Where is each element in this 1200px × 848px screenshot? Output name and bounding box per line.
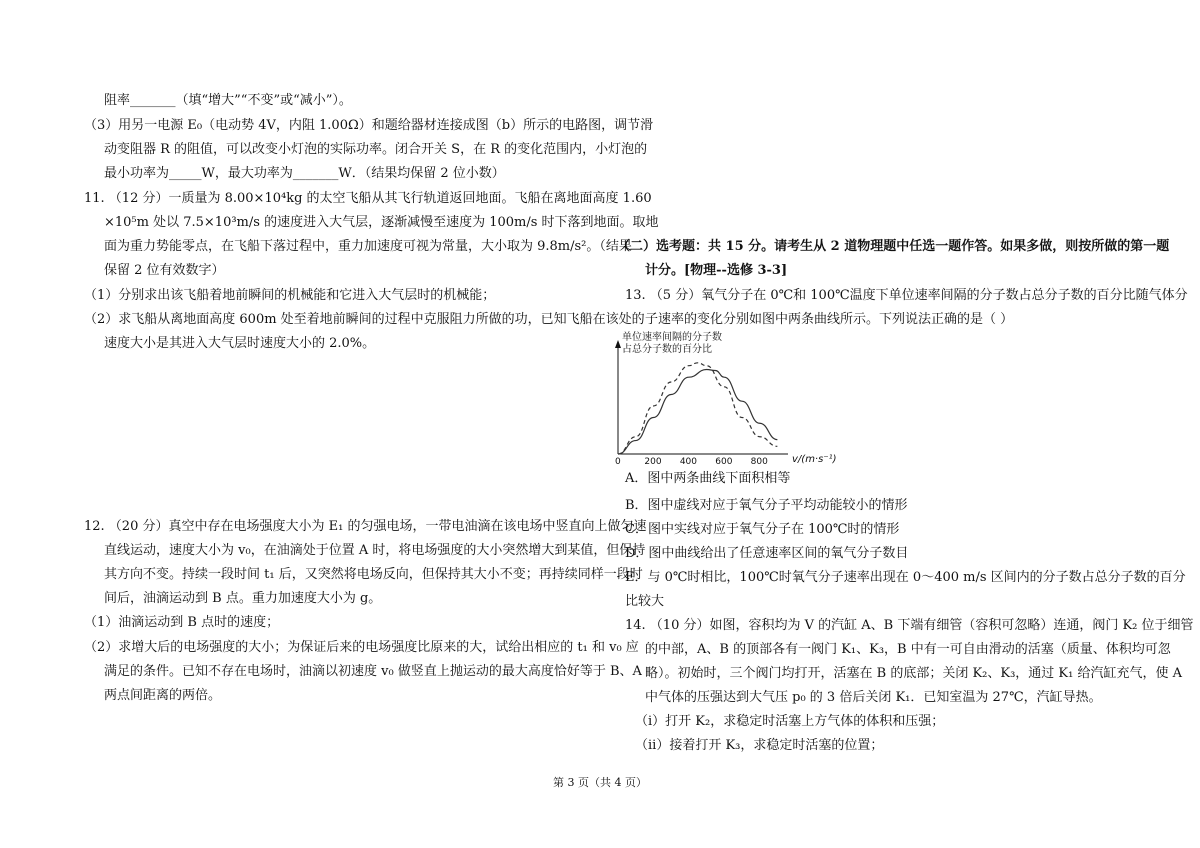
x-tick-label: 400 bbox=[679, 457, 698, 467]
option-a: A．图中两条曲线下面积相等 bbox=[625, 471, 791, 486]
subquestion-ii: （ii）接着打开 K₃，求稳定时活塞的位置； bbox=[635, 738, 884, 753]
text-line: 两点间距离的两倍。 bbox=[104, 688, 222, 703]
question-12: 12. （20 分）真空中存在电场强度大小为 E₁ 的匀强电场，一带电油滴在该电场中竖直向上做匀速 bbox=[84, 519, 647, 534]
x-tick-labels bbox=[615, 457, 768, 467]
solid-curve bbox=[618, 370, 777, 454]
text-line: 最小功率为_____W，最大功率为_______W．（结果均保留 2 位小数） bbox=[104, 166, 505, 181]
text-line: 保留 2 位有效数字） bbox=[104, 263, 225, 278]
question-11: 11. （12 分）一质量为 8.00×10⁴kg 的太空飞船从其飞行轨道返回地面。飞船在离地面高度 1.60 bbox=[84, 191, 652, 206]
text-line: 略）。初始时，三个阀门均打开，活塞在 B 的底部；关闭 K₂、K₃，通过 K₁ 给汽缸充气，使 A bbox=[645, 666, 1183, 681]
text-line: 间后，油滴运动到 B 点。重力加速度大小为 g。 bbox=[104, 591, 382, 606]
text-line: （1）油滴运动到 B 点时的速度； bbox=[84, 615, 280, 630]
option-e: E．与 0℃时相比，100℃时氧气分子速率出现在 0～400 m/s 区间内的分子数占总分子数的百分 bbox=[625, 570, 1186, 585]
text-line: 中气体的压强达到大气压 p₀ 的 3 倍后关闭 K₁．已知室温为 27℃，汽缸导热。 bbox=[645, 690, 1102, 705]
section-heading-cont: 计分。[物理--选修 3-3] bbox=[645, 263, 788, 278]
text-line: 阻率_______（填“增大”“不变”或“减小”）。 bbox=[104, 93, 352, 108]
subquestion-i: （i）打开 K₂，求稳定时活塞上方气体的体积和压强； bbox=[635, 714, 945, 729]
text-line: 其方向不变。持续一段时间 t₁ 后，又突然将电场反向，但保持其大小不变；再持续同样一段时 bbox=[104, 567, 643, 582]
speed-distribution-chart bbox=[608, 328, 848, 470]
text-line: （1）分别求出该飞船着地前瞬间的机械能和它进入大气层时的机械能； bbox=[84, 288, 496, 303]
question-14: 14. （10 分）如图，容积均为 V 的汽缸 A、B 下端有细管（容积可忽略）连通，阀门 K₂ 位于细管 bbox=[625, 618, 1194, 633]
option-c: C．图中实线对应于氧气分子在 100℃时的情形 bbox=[625, 522, 900, 537]
chart-ylabel-line2: 占总分子数的百分比 bbox=[622, 344, 712, 355]
chart-ylabel-line1: 单位速率间隔的分子数 bbox=[622, 332, 722, 343]
chart-xlabel: v/(m·s⁻¹) bbox=[792, 454, 837, 465]
x-tick-label: 0 bbox=[615, 457, 621, 467]
text-line: 子速率的变化分别如图中两条曲线所示。下列说法正确的是（ ） bbox=[645, 312, 1014, 327]
y-axis-arrow bbox=[615, 340, 621, 348]
x-tick-label: 200 bbox=[644, 457, 662, 467]
text-line: 面为重力势能零点，在飞船下落过程中，重力加速度可视为常量，大小取为 9.8m/s²。（结果 bbox=[104, 239, 632, 254]
section-heading: （二）选考题：共 15 分。请考生从 2 道物理题中任选一题作答。如果多做，则按所做的第一题 bbox=[617, 239, 1170, 254]
option-d: D．图中曲线给出了任意速率区间的氧气分子数目 bbox=[625, 546, 909, 561]
text-line: （2）求增大后的电场强度的大小；为保证后来的电场强度比原来的大，试给出相应的 t₁ 和 v₀ 应 bbox=[84, 640, 639, 655]
text-line: 速度大小是其进入大气层时速度大小的 2.0%。 bbox=[104, 336, 376, 351]
question-13: 13. （5 分）氧气分子在 0℃和 100℃温度下单位速率间隔的分子数占总分子数的百分比随气体分 bbox=[625, 288, 1188, 303]
chart-curves bbox=[618, 363, 777, 454]
text-line: （2）求飞船从离地面高度 600m 处至着地前瞬间的过程中克服阻力所做的功，已知飞船在该处的 bbox=[84, 312, 645, 327]
option-e-cont: 比较大 bbox=[625, 594, 665, 609]
page-footer: 第 3 页（共 4 页） bbox=[553, 776, 647, 789]
x-tick-label: 800 bbox=[750, 457, 768, 467]
text-line: 动变阻器 R 的阻值，可以改变小灯泡的实际功率。闭合开关 S，在 R 的变化范围内，小灯泡的 bbox=[104, 142, 648, 157]
x-tick-label: 600 bbox=[715, 457, 733, 467]
text-line: 直线运动，速度大小为 v₀，在油滴处于位置 A 时，将电场强度的大小突然增大到某值，但保持 bbox=[104, 543, 646, 558]
text-line: ×10⁵m 处以 7.5×10³m/s 的速度进入大气层，逐渐减慢至速度为 100m/s 时下落到地面。取地 bbox=[104, 215, 659, 230]
text-line: 的中部，A、B 的顶部各有一阀门 K₁、K₃，B 中有一可自由滑动的活塞（质量、体积均可忽 bbox=[645, 642, 1171, 657]
option-b: B．图中虚线对应于氧气分子平均动能较小的情形 bbox=[625, 498, 908, 513]
dashed-curve bbox=[618, 363, 777, 454]
text-line: 满足的条件。已知不存在电场时，油滴以初速度 v₀ 做竖直上抛运动的最大高度恰好等于 B、A bbox=[104, 664, 642, 679]
text-line: （3）用另一电源 E₀（电动势 4V，内阻 1.00Ω）和题给器材连接成图（b）所示的电路图，调节滑 bbox=[84, 118, 654, 133]
